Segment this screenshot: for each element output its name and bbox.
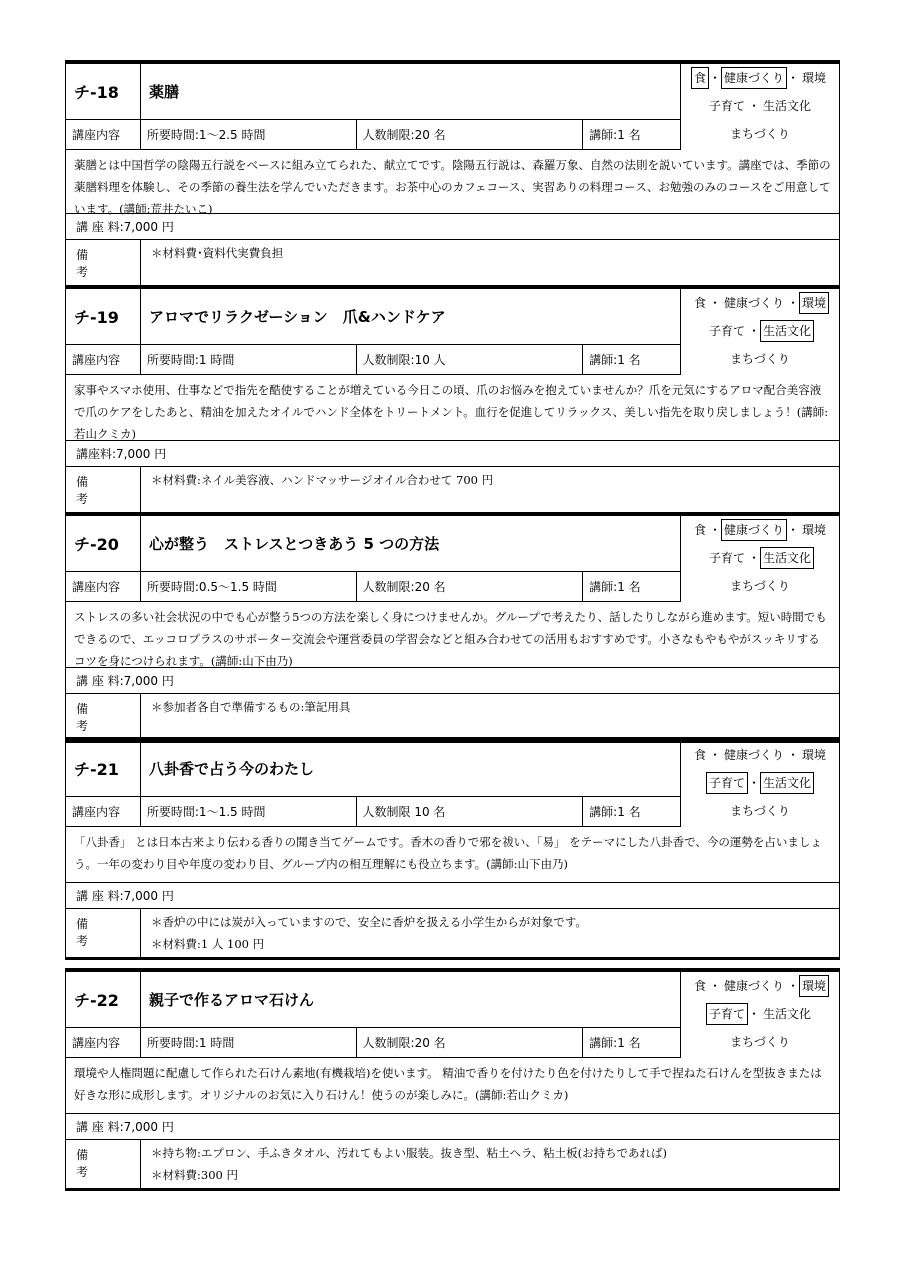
- category-tag: 健康づくり: [723, 296, 784, 310]
- course-title: 親子で作るアロマ石けん: [149, 991, 315, 1009]
- capacity: 人数制限:20 名: [357, 1028, 584, 1057]
- note-line: ＊材料費:ネイル美容液、ハンドマッサージオイル合わせて 700 円: [151, 473, 494, 487]
- course-content-label: 講座内容: [66, 797, 141, 826]
- category-tag: 子育て: [708, 99, 745, 113]
- notes-label: 備考: [66, 467, 141, 513]
- course-fee: 講 座 料:7,000 円: [66, 1114, 839, 1140]
- course-title: 八卦香で占う今のわたし: [149, 760, 315, 778]
- notes: [141, 909, 839, 957]
- category-box: 食 ・ 健康づくり ・ 環境 子育て ・ 生活文化 まちづくり: [680, 516, 839, 602]
- category-tag: 生活文化: [760, 772, 814, 794]
- notes: [141, 240, 839, 286]
- category-tag: 子育て: [706, 772, 748, 794]
- course-card: [65, 285, 840, 516]
- category-tag: 子育て: [708, 551, 745, 565]
- course-content-label: 講座内容: [66, 1028, 141, 1057]
- course-description: ストレスの多い社会状況の中でも心が整う5つの方法を楽しく身につけませんか。グループで考えたり、話したりしながら進めます。短い時間でもできるので、エッコロプラスのサポーター交流会や運営委員の学習会などと組み合わせての活用もおすすめです。小さなもやもやがスッキリするコツを身につけられます。(講師:山下由乃): [66, 602, 839, 668]
- notes-label: 備考: [66, 694, 141, 740]
- course-fee: 講 座 料:7,000 円: [66, 668, 839, 694]
- category-tag: 健康づくり: [723, 748, 784, 762]
- course-description: 「八卦香」 とは日本古来より伝わる香りの聞き当てゲームです。香木の香りで邪を祓い、「易」 をテーマにした八卦香で、今の運勢を占いましょう。一年の変わり目や年度の変わり目、グループ内の相互理解にも役立ちます。(講師:山下由乃): [66, 827, 839, 883]
- category-tag: 子育て: [708, 324, 745, 338]
- instructor-count: 講師:1 名: [589, 353, 641, 367]
- category-tag: 子育て: [706, 1003, 748, 1025]
- course-card: [65, 512, 840, 743]
- category-tag: 生活文化: [763, 99, 812, 113]
- course-description: 環境や人権問題に配慮して作られた石けん素地(有機栽培)を使います。 精油で香りを付けたり色を付けたりして手で捏ねた石けんを型抜きまたは好きな形に成形します。オリジナルのお気に入り石けん！使うのが楽しみに。(講師:若山クミカ): [66, 1058, 839, 1114]
- capacity: 人数制限:10 人: [357, 345, 584, 374]
- course-content-label: 講座内容: [66, 572, 141, 601]
- instructor-count: 講師:1 名: [589, 805, 641, 819]
- course-title: アロマでリラクゼーション 爪&ハンドケア: [149, 308, 446, 326]
- category-tag: 環境: [799, 975, 829, 997]
- notes: [141, 1140, 839, 1188]
- notes: [141, 467, 839, 513]
- category-tag: 食: [693, 523, 706, 537]
- category-tag: 生活文化: [760, 547, 814, 569]
- course-code: チ-20: [66, 516, 141, 571]
- category-tag: 健康づくり: [723, 979, 784, 993]
- category-box: 食 ・ 健康づくり ・ 環境 子育て ・ 生活文化 まちづくり: [680, 64, 839, 150]
- course-title: 薬膳: [149, 83, 180, 101]
- course-content-label: 講座内容: [66, 120, 141, 149]
- capacity: 人数制限:20 名: [357, 120, 584, 149]
- category-tag: まちづくり: [730, 579, 790, 593]
- course-title: 心が整う ストレスとつきあう 5 つの方法: [149, 535, 440, 553]
- note-line: ＊材料費･資料代実費負担: [151, 246, 284, 260]
- instructor-count: 講師:1 名: [589, 128, 641, 142]
- note-line: ＊材料費:300 円: [151, 1168, 238, 1182]
- notes: [141, 694, 839, 740]
- category-tag: 健康づくり: [721, 67, 787, 89]
- category-tag: 生活文化: [763, 1007, 812, 1021]
- notes-label: 備考: [66, 240, 141, 286]
- course-fee: 講座料:7,000 円: [66, 441, 839, 467]
- course-fee: 講 座 料:7,000 円: [66, 214, 839, 240]
- notes-label: 備考: [66, 909, 141, 957]
- category-tag: 環境: [802, 523, 827, 537]
- duration: 所要時間:1 時間: [141, 345, 357, 374]
- category-tag: 食: [693, 296, 706, 310]
- course-description: 家事やスマホ使用、仕事などで指先を酷使することが増えている今日この頃、爪のお悩みを抱えていませんか？爪を元気にするアロマ配合美容液で爪のケアをしたあと、精油を加えたオイルでハンド全体をトリートメント。血行を促進してリラックス、美しい指先を取り戻しましょう！(講師:若山クミカ): [66, 375, 839, 441]
- category-tag: まちづくり: [730, 352, 790, 366]
- course-card: [65, 60, 840, 289]
- course-description: 薬膳とは中国哲学の陰陽五行説をベースに組み立てられた、献立てです。陰陽五行説は、森羅万象、自然の法則を説いています。講座では、季節の薬膳料理を体験し、その季節の養生法を学んでいただきます。お茶中心のカフェコース、実習ありの料理コース、お勉強のみのコースをご用意しています。(講師:荒井たいこ): [66, 150, 839, 214]
- note-line: ＊香炉の中には炭が入っていますので、安全に香炉を扱える小学生からが対象です。: [151, 915, 587, 929]
- category-box: 食 ・ 健康づくり ・ 環境 子育て ・ 生活文化 まちづくり: [680, 972, 839, 1058]
- category-tag: 環境: [802, 748, 827, 762]
- course-card: [65, 737, 840, 960]
- category-tag: 環境: [802, 71, 827, 85]
- capacity: 人数制限 10 名: [357, 797, 584, 826]
- capacity: 人数制限:20 名: [357, 572, 584, 601]
- category-tag: まちづくり: [730, 1035, 790, 1049]
- category-box: 食 ・ 健康づくり ・ 環境 子育て ・ 生活文化 まちづくり: [680, 741, 839, 827]
- category-box: 食 ・ 健康づくり ・ 環境 子育て ・ 生活文化 まちづくり: [680, 289, 839, 375]
- category-tag: 生活文化: [760, 320, 814, 342]
- note-line: ＊参加者各自で準備するもの:筆記用具: [151, 700, 351, 714]
- course-content-label: 講座内容: [66, 345, 141, 374]
- course-code: チ-22: [66, 972, 141, 1027]
- course-code: チ-19: [66, 289, 141, 344]
- category-tag: 食: [693, 748, 706, 762]
- category-tag: まちづくり: [730, 804, 790, 818]
- instructor-count: 講師:1 名: [589, 580, 641, 594]
- duration: 所要時間:0.5〜1.5 時間: [141, 572, 357, 601]
- category-tag: 食: [693, 979, 706, 993]
- duration: 所要時間:1〜2.5 時間: [141, 120, 357, 149]
- course-fee: 講 座 料:7,000 円: [66, 883, 839, 909]
- category-tag: 食: [691, 67, 709, 89]
- category-tag: 環境: [799, 292, 829, 314]
- note-line: ＊材料費:1 人 100 円: [151, 937, 265, 951]
- note-line: ＊持ち物:エプロン、手ふきタオル、汚れてもよい服装。抜き型、粘土ヘラ、粘土板(お持ちであれば): [151, 1146, 667, 1160]
- duration: 所要時間:1〜1.5 時間: [141, 797, 357, 826]
- course-code: チ-18: [66, 64, 141, 119]
- category-tag: 健康づくり: [721, 519, 787, 541]
- course-code: チ-21: [66, 741, 141, 796]
- category-tag: まちづくり: [730, 127, 790, 141]
- notes-label: 備考: [66, 1140, 141, 1188]
- course-card: [65, 968, 840, 1191]
- instructor-count: 講師:1 名: [589, 1036, 641, 1050]
- duration: 所要時間:1 時間: [141, 1028, 357, 1057]
